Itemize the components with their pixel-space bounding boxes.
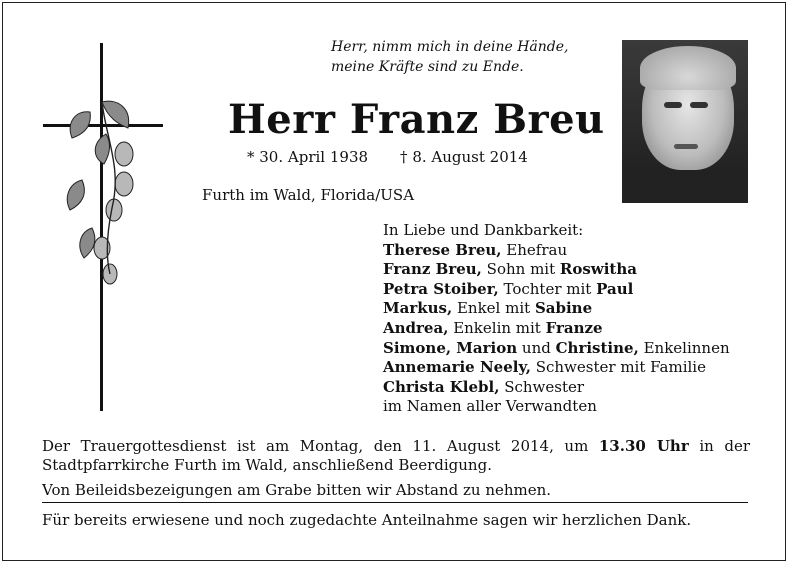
mourners-intro: In Liebe und Dankbarkeit: bbox=[383, 221, 584, 239]
mourner-name: Christine, bbox=[555, 338, 639, 357]
mourner-line bbox=[383, 299, 730, 319]
mourner-relation: Enkelinnen bbox=[638, 338, 730, 357]
death-date: † 8. August 2014 bbox=[400, 148, 528, 166]
service-notice bbox=[42, 437, 750, 475]
service-text-after: in der Stadtpfarrkirche Furth im Wald, anschließend Beerdigung. bbox=[42, 437, 750, 474]
hop-vine-icon bbox=[62, 98, 146, 288]
verse-line-2: meine Kräfte sind zu Ende. bbox=[331, 59, 524, 75]
mourner-name: Simone, Marion bbox=[383, 338, 518, 357]
mourner-relation: Ehefrau bbox=[501, 240, 568, 259]
mourner-relation: Enkel mit bbox=[452, 299, 535, 318]
condolence-note: Von Beileidsbezeigungen am Grabe bitten wir Abstand zu nehmen. bbox=[42, 481, 552, 499]
mourner-relation: Schwester mit Familie bbox=[530, 358, 706, 377]
mourner-relation: Enkelin mit bbox=[448, 318, 546, 337]
mourner-name: Andrea, bbox=[383, 318, 449, 337]
mourner-relation: Tochter mit bbox=[498, 279, 597, 298]
verse bbox=[331, 37, 569, 77]
mourners-list bbox=[383, 221, 730, 417]
mourner-relation: Sohn mit bbox=[481, 260, 560, 279]
mourner-line bbox=[383, 339, 730, 359]
mourner-name: Franze bbox=[545, 318, 603, 337]
mourner-name: Sabine bbox=[534, 299, 593, 318]
mourner-line bbox=[383, 397, 730, 417]
service-time: 13.30 Uhr bbox=[598, 437, 689, 455]
mourner-line bbox=[383, 260, 730, 280]
mourner-relation: im Namen aller Verwandten bbox=[383, 397, 597, 416]
mourner-line bbox=[383, 319, 730, 339]
verse-line-1: Herr, nimm mich in deine Hände, bbox=[331, 39, 569, 55]
mourner-line bbox=[383, 358, 730, 378]
mourner-name: Markus, bbox=[383, 299, 453, 318]
birth-date: * 30. April 1938 bbox=[247, 148, 369, 166]
mourner-name: Petra Stoiber, bbox=[383, 279, 499, 298]
mourner-name: Annemarie Neely, bbox=[383, 358, 531, 377]
mourner-relation: Schwester bbox=[499, 377, 585, 396]
mourner-relation: und bbox=[517, 338, 556, 357]
thanks-note: Für bereits erwiesene und noch zugedachte Anteilnahme sagen wir herzlichen Dank. bbox=[42, 511, 692, 529]
deceased-name: Herr Franz Breu bbox=[228, 96, 605, 143]
divider bbox=[42, 502, 748, 503]
mourner-line bbox=[383, 280, 730, 300]
mourner-name: Paul bbox=[596, 279, 634, 298]
mourner-name: Roswitha bbox=[559, 260, 637, 279]
mourner-name: Therese Breu, bbox=[383, 240, 502, 259]
mourner-name: Franz Breu, bbox=[383, 260, 482, 279]
service-text-before: Der Trauergottesdienst ist am Montag, den 11. August 2014, um bbox=[42, 437, 599, 455]
mourner-line bbox=[383, 378, 730, 398]
life-dates bbox=[247, 147, 528, 167]
residence: Furth im Wald, Florida/USA bbox=[202, 186, 415, 204]
mourner-line bbox=[383, 241, 730, 261]
portrait-photo bbox=[622, 40, 748, 203]
mourner-name: Christa Klebl, bbox=[383, 377, 500, 396]
